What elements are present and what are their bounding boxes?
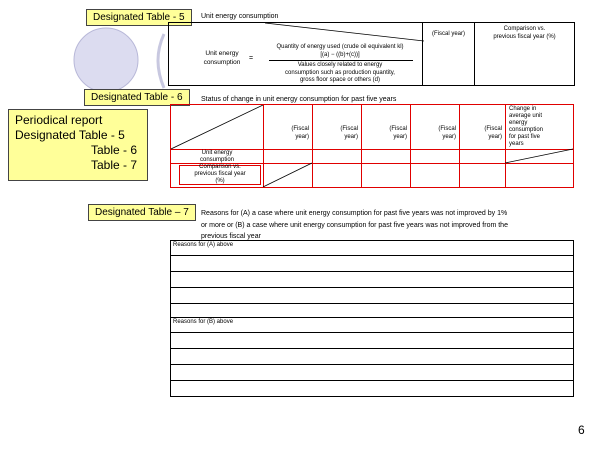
table5-denominator-line: consumption such as production quantity,: [285, 69, 395, 76]
table5-denominator-line: Values closely related to energy: [297, 62, 383, 68]
table5-label-line: consumption: [203, 59, 241, 66]
designated-table-5-tag: Designated Table - 5: [86, 9, 192, 26]
table7-grid: [170, 240, 574, 397]
table5-comparison-line: previous fiscal year (%): [493, 34, 556, 40]
fiscal-line: year): [488, 134, 502, 140]
periodical-report-item: Designated Table - 5: [15, 128, 125, 142]
designated-table-6-tag: Designated Table - 6: [84, 89, 190, 106]
change-line: Change in: [509, 106, 537, 112]
fiscal-line: (Fiscal: [291, 126, 309, 132]
table5-fraction-bar: [269, 60, 413, 61]
table6-grid: [170, 104, 574, 188]
fiscal-line: year): [295, 134, 309, 140]
fiscal-line: year): [344, 134, 358, 140]
change-line: years: [509, 141, 524, 147]
table5-equals: =: [249, 55, 254, 62]
table5-numerator-line: [(a) − ((b)+(c))]: [320, 52, 360, 58]
periodical-report-item: Table - 7: [91, 158, 138, 172]
table5-label-left: [187, 49, 257, 67]
row-label-line: previous fiscal year: [194, 171, 246, 177]
table5-label-line: Unit energy: [205, 50, 239, 57]
table7-description-line: or more or (B) a case where unit energy consumption for past five years was not improved from the: [201, 221, 508, 229]
table5-denominator-line: gross floor space or others (d): [299, 77, 381, 83]
fiscal-line: (Fiscal: [484, 126, 502, 132]
row-label-line: Unit energy: [201, 150, 233, 156]
table7-line: [171, 348, 573, 349]
table7-description: [201, 208, 586, 243]
table6-fiscal-year-header: [264, 125, 309, 141]
table6-fiscal-year-header: [313, 125, 358, 141]
table7-line: [171, 332, 573, 333]
table6-change-header: [509, 106, 571, 148]
reasons-a-label: Reasons for (A) above: [173, 242, 234, 248]
table5-grid: [168, 22, 575, 86]
table7-line: [171, 303, 573, 304]
designated-table-7-tag: Designated Table – 7: [88, 204, 196, 221]
row-label-line: consumption: [199, 157, 235, 163]
table7-line: [171, 287, 573, 288]
decorative-arc: [158, 34, 164, 88]
change-line: consumption: [509, 127, 544, 133]
table5-denominator: [263, 62, 417, 85]
change-line: energy: [509, 120, 528, 126]
table5-numerator: [263, 43, 417, 59]
table6-title: Status of change in unit energy consumption for past five years: [201, 96, 397, 103]
table7-line: [171, 255, 573, 256]
table7-description-line: Reasons for (A) a case where unit energy consumption for past five years was not improved by 1%: [201, 210, 508, 217]
table5-numerator-line: Quantity of energy used (crude oil equivalent kl): [276, 44, 404, 50]
table6-fiscal-year-header: [411, 125, 456, 141]
decorative-circles: [60, 18, 180, 100]
table6-row-comparison: [179, 164, 261, 185]
row-label-line: Comparison vs.: [199, 164, 241, 170]
table7-line: [171, 317, 573, 318]
periodical-report-title: Periodical report: [15, 113, 103, 127]
table6-fiscal-year-header: [460, 125, 502, 141]
table5-comparison-line: Comparison vs.: [503, 26, 546, 32]
fiscal-line: year): [393, 134, 407, 140]
fiscal-line: year): [442, 134, 456, 140]
reasons-b-label: Reasons for (B) above: [173, 319, 234, 325]
table5-title: Unit energy consumption: [201, 13, 279, 20]
row-label-line: (%): [215, 178, 225, 184]
table7-description-line: previous fiscal year: [201, 233, 261, 240]
table7-line: [171, 364, 573, 365]
table6-row-unit-energy: [181, 150, 253, 164]
fiscal-line: (Fiscal: [389, 126, 407, 132]
table7-line: [171, 380, 573, 381]
change-line: for past five: [509, 134, 541, 140]
table7-line: [171, 271, 573, 272]
table6-fiscal-year-header: [362, 125, 407, 141]
table5-col-fiscal-year: (Fiscal year): [431, 31, 465, 37]
periodical-report-item: Table - 6: [91, 143, 138, 157]
fiscal-line: (Fiscal: [340, 126, 358, 132]
table5-col-comparison: [475, 25, 574, 41]
fiscal-line: (Fiscal: [438, 126, 456, 132]
page-number: 6: [578, 423, 585, 437]
change-line: average unit: [509, 113, 543, 119]
periodical-report-box: [8, 109, 148, 181]
decorative-circle: [74, 28, 138, 92]
